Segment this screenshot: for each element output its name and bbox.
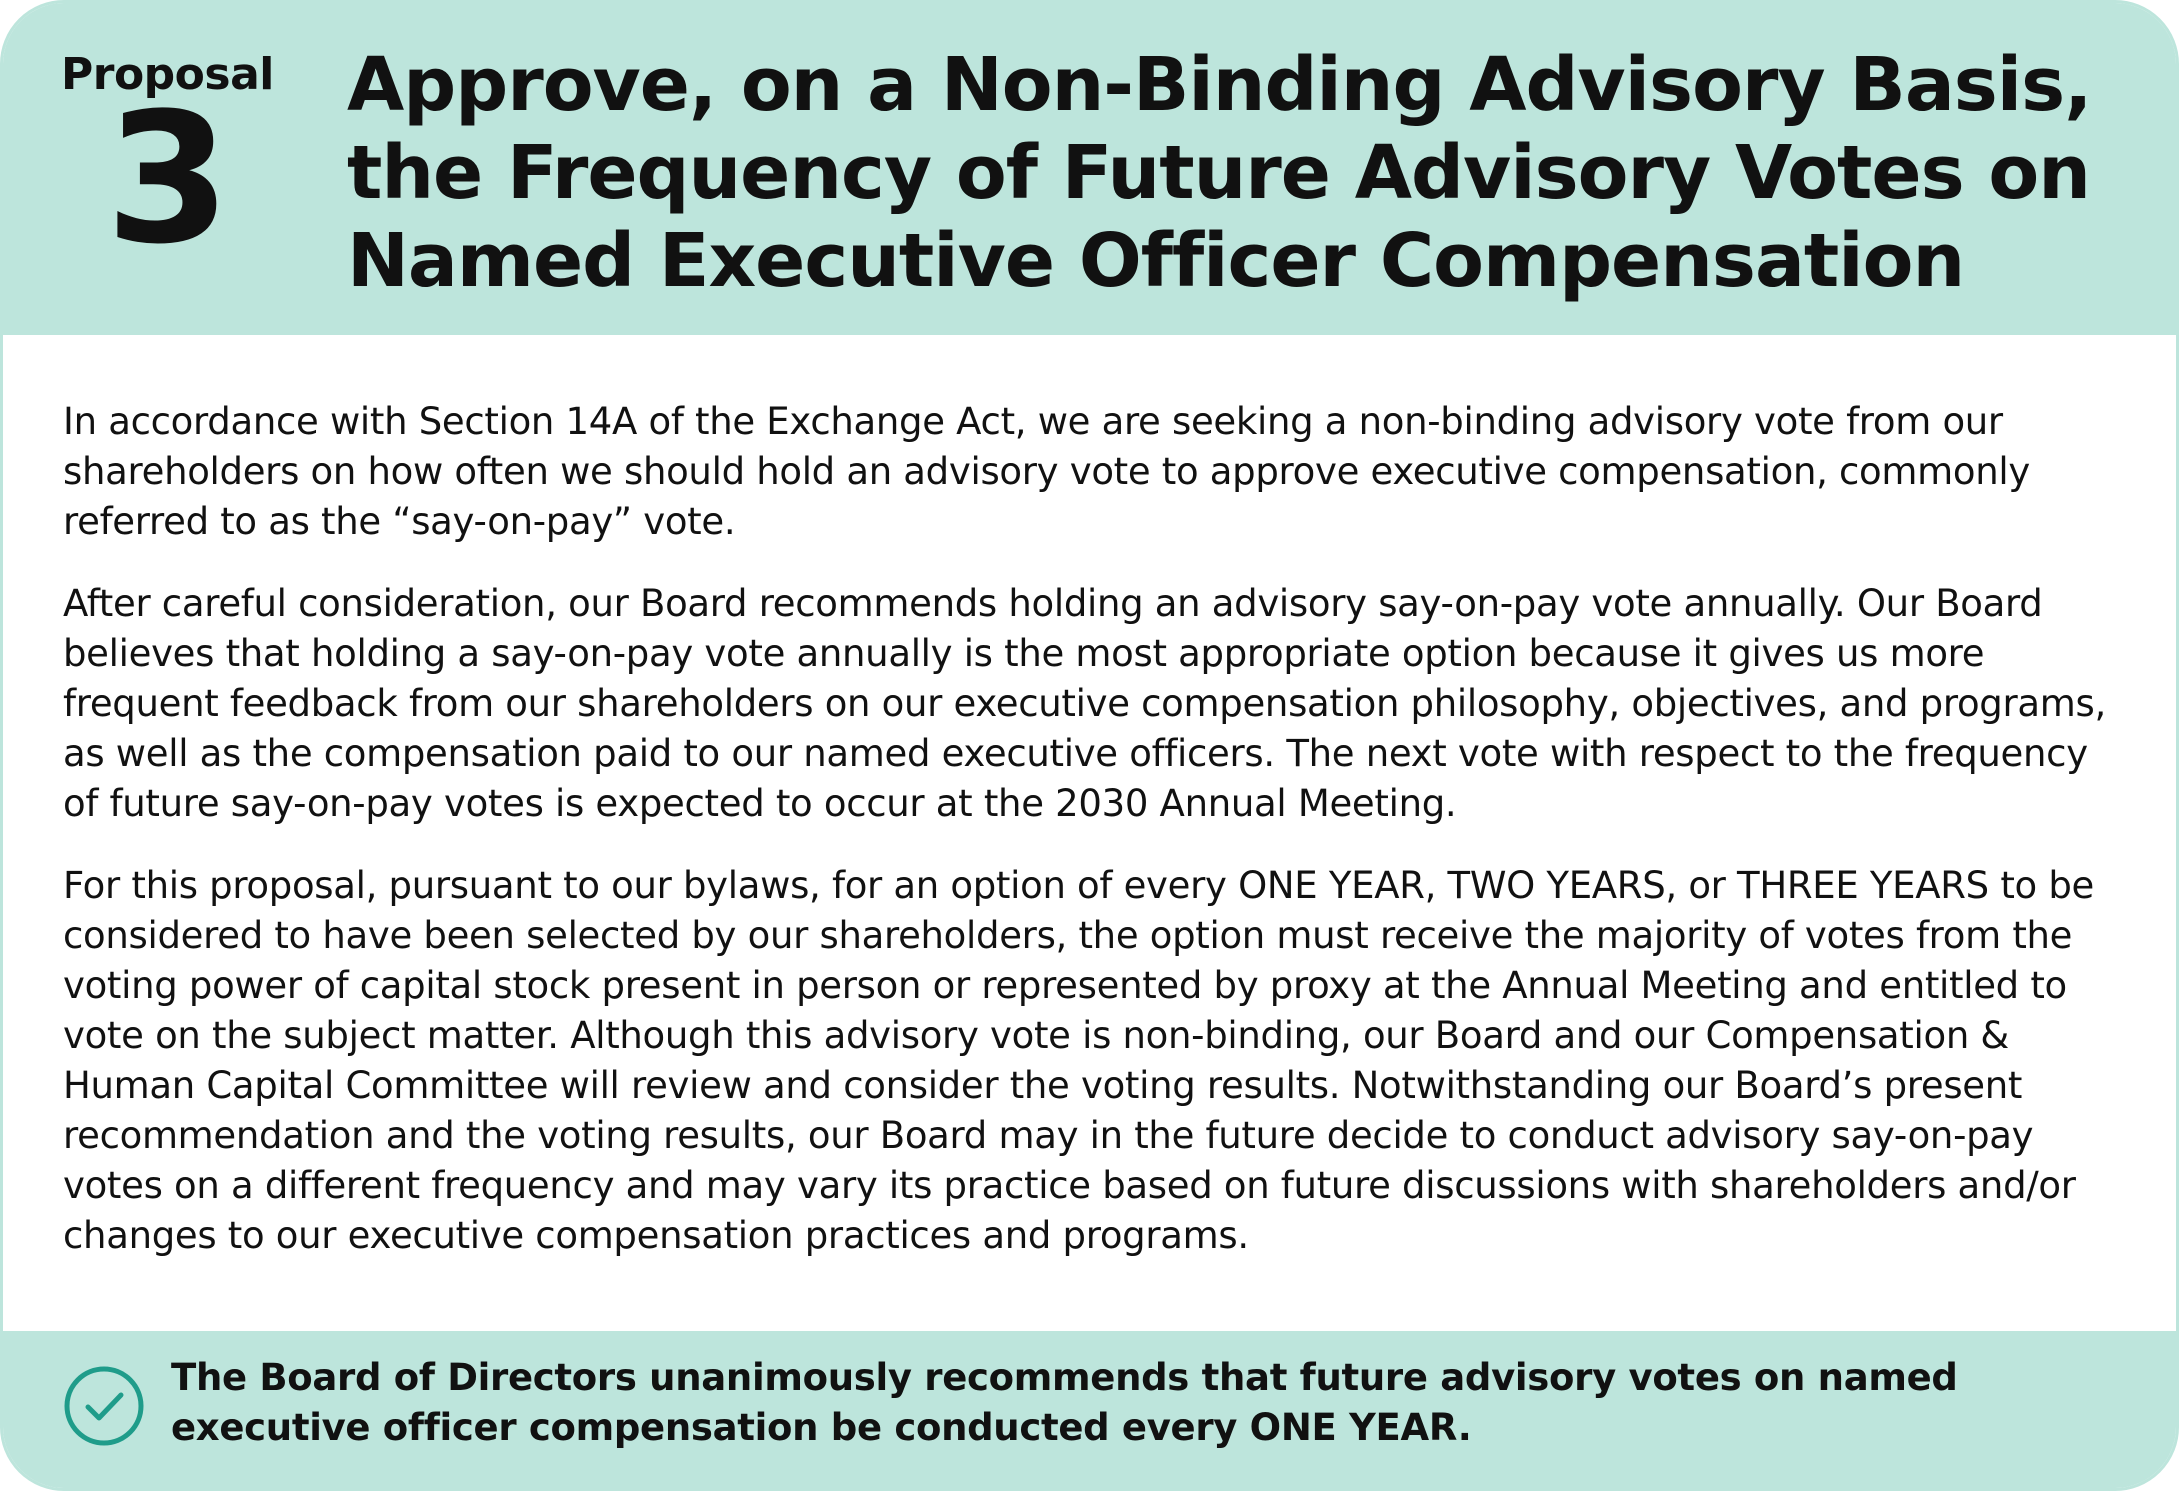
proposal-title: Approve, on a Non-Binding Advisory Basis, the Frequency of Future Advisory Votes on Named Executive Officer Compensation: [347, 42, 2092, 304]
check-circle-icon: [63, 1365, 145, 1447]
body-paragraph: In accordance with Section 14A of the Exchange Act, we are seeking a non-binding advisory vote from our shareholders on how often we should hold an advisory vote to approve executive compensation, commonly referred to as the “say-on-pay” vote.: [63, 400, 2030, 543]
proposal-body: [63, 397, 2123, 1293]
proposal-header: [3, 3, 2176, 335]
proposal-number: 3: [105, 75, 227, 284]
proposal-label: Proposal: [61, 49, 274, 100]
board-recommendation-panel: [3, 1331, 2176, 1491]
body-paragraph: For this proposal, pursuant to our bylaws, for an option of every ONE YEAR, TWO YEARS, or THREE YEARS to be considered to have been selected by our shareholders, the option must receive the majority of votes from the voting power of capital stock present in person or represented by proxy at the Annual Meeting and entitled to vote on the subject matter. Although this advisory vote is non-binding, our Board and our Compensation & Human Capital Committee will review and consider the voting results. Notwithstanding our Board’s present recommendation and the voting results, our Board may in the future decide to conduct advisory say-on-pay votes on a different frequency and may vary its practice based on future discussions with shareholders and/or changes to our executive compensation practices and programs.: [63, 864, 2094, 1257]
body-paragraph: After careful consideration, our Board recommends holding an advisory say-on-pay vote annually. Our Board believes that holding a say-on-pay vote annually is the most appropriate option because it gives us more frequent feedback from our shareholders on our executive compensation philosophy, objectives, and programs, as well as the compensation paid to our named executive officers. The next vote with respect to the frequency of future say-on-pay votes is expected to occur at the 2030 Annual Meeting.: [63, 582, 2106, 825]
proposal-badge: [61, 49, 274, 284]
board-recommendation-text: The Board of Directors unanimously recommends that future advisory votes on named executive officer compensation be conducted every ONE YEAR.: [171, 1356, 1958, 1449]
